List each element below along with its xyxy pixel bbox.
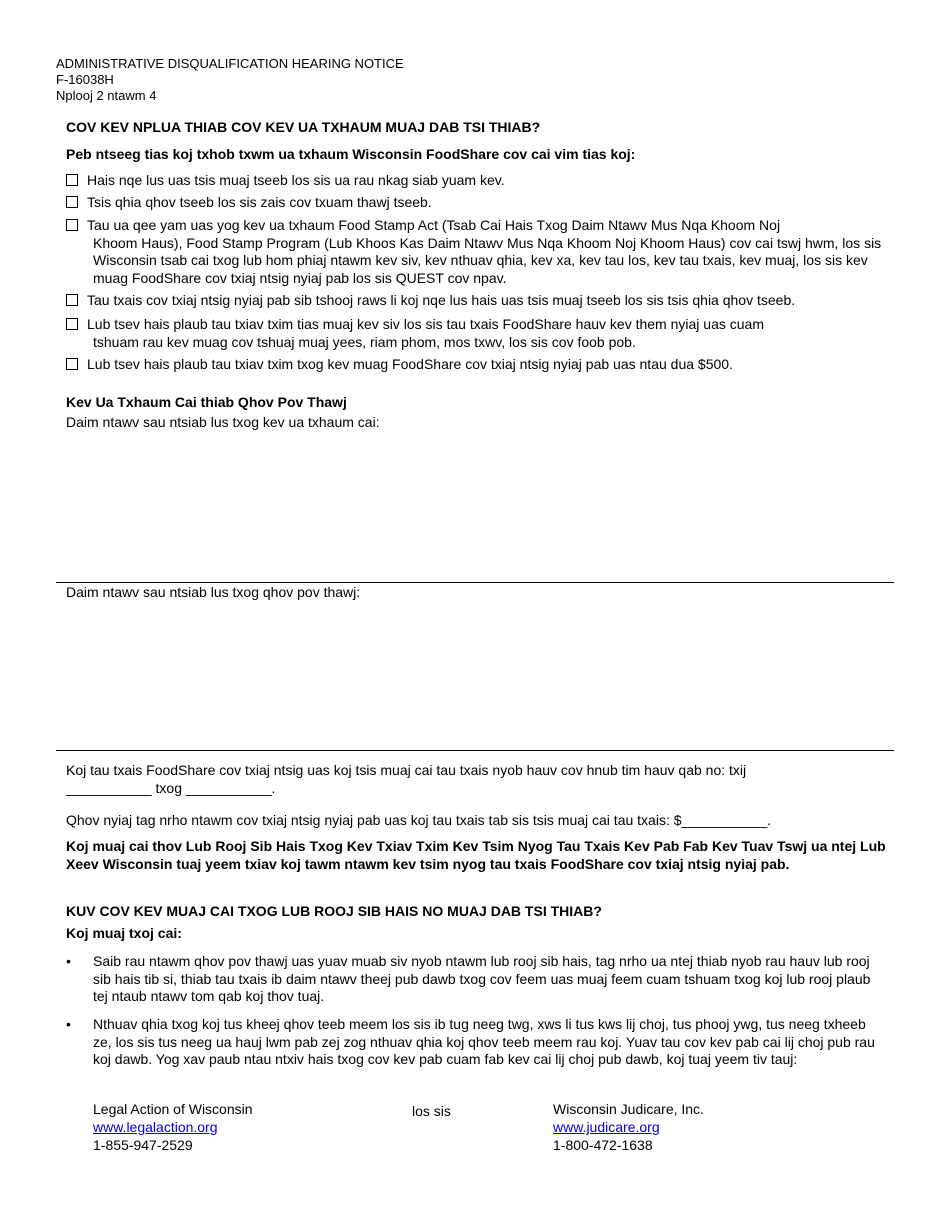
- page-number: Nplooj 2 ntawm 4: [56, 88, 157, 103]
- benefit-period-line1: Koj tau txais FoodShare cov txiaj ntsig uas koj tsis muaj cai tau txais nyob hauv cov hnub tim hauv qab no: txij: [66, 762, 747, 778]
- violation-option: [66, 356, 886, 374]
- checkbox[interactable]: [66, 196, 78, 208]
- checkbox[interactable]: [66, 358, 78, 370]
- penalties-subheading: Peb ntseeg tias koj txhob txwm ua txhaum Wisconsin FoodShare cov cai vim tias koj:: [66, 146, 636, 162]
- option-text: Tau txais cov txiaj ntsig nyiaj pab sib tshooj raws li koj nqe lus hais uas tsis muaj tseeb los sis tsis qhia qhov tseeb.: [87, 292, 796, 308]
- form-title: ADMINISTRATIVE DISQUALIFICATION HEARING NOTICE: [56, 56, 404, 71]
- option-text: Tsis qhia qhov tseeb los sis zais cov txuam thawj tseeb.: [87, 194, 432, 210]
- benefit-period-line2: ___________ txog ___________.: [66, 779, 276, 796]
- option-text: Lub tsev hais plaub tau txiav txim tias muaj kev siv los sis tau txais FoodShare hauv kev them nyiaj uas cuam: [87, 316, 764, 332]
- form-header: [56, 56, 404, 104]
- contact-link[interactable]: www.judicare.org: [553, 1119, 660, 1135]
- checkbox[interactable]: [66, 174, 78, 186]
- option-text: Lub tsev hais plaub tau txiav txim txog kev muag FoodShare cov txiaj ntsig nyiaj pab uas ntau dua $500.: [87, 356, 733, 372]
- form-id: F-16038H: [56, 72, 114, 87]
- bullet-icon: •: [66, 953, 71, 969]
- checkbox[interactable]: [66, 318, 78, 330]
- contact-link[interactable]: www.legalaction.org: [93, 1119, 218, 1135]
- contact-phone: 1-855-947-2529: [93, 1137, 193, 1153]
- violation-option: [66, 194, 886, 212]
- option-text-continued: tshuam rau kev muag cov tshuaj muaj yees, riam phom, mos txwv, los sis cov foob pob.: [93, 333, 636, 350]
- rights-item: Nthuav qhia txog koj tus kheej qhov teeb meem los sis ib tug neeg twg, xws li tus kws lij choj, tus phooj ywg, tus neeg txheeb ze, los sis tus neeg ua hauj lwm pab zej zog nthuav qhia koj qhov teeb meem rau koj. Yuav tau cov kev pab cai lij choj pub rau koj dawb. Yog xav paub ntau ntxiv hais txog cov kev pab cuam fab kev cai lij choj pub dawb, koj tuaj yeem tiv tauj:: [93, 1016, 875, 1067]
- violation-option: [66, 217, 886, 287]
- overpayment-amount: Qhov nyiaj tag nrho ntawm cov txiaj ntsig nyiaj pab uas koj tau txais tab sis tsis muaj cai tau txais: $___________.: [66, 812, 772, 828]
- option-text-continued: Khoom Haus), Food Stamp Program (Lub Khoos Kas Daim Ntawv Mus Nqa Khoom Noj Khoom Haus) cov cai tswj hwm, los sis Wisconsin tsab cai txog lub hom phiaj ntawm kev siv, kev nthuav qhia, kev xa, kev tau los, kev tau txais, kev muaj, los sis kev muag FoodShare cov txiaj ntsig nyiaj pab los sis QUEST cov npav.: [93, 234, 882, 286]
- checkbox[interactable]: [66, 219, 78, 231]
- violation-option: [66, 172, 886, 190]
- violation-option: [66, 316, 886, 351]
- contact-name: Legal Action of Wisconsin: [93, 1101, 253, 1117]
- checkbox[interactable]: [66, 294, 78, 306]
- contact-name: Wisconsin Judicare, Inc.: [553, 1101, 704, 1117]
- violation-description-label: Daim ntawv sau ntsiab lus txog kev ua txhaum cai:: [66, 414, 380, 430]
- option-text: Hais nqe lus uas tsis muaj tseeb los sis ua rau nkag siab yuam kev.: [87, 172, 505, 188]
- penalties-heading: COV KEV NPLUA THIAB COV KEV UA TXHAUM MUAJ DAB TSI THIAB?: [66, 119, 541, 135]
- contact-legal-action: [93, 1100, 253, 1154]
- bullet-icon: •: [66, 1016, 71, 1032]
- divider: [56, 582, 894, 583]
- divider: [56, 750, 894, 751]
- rights-subheading: Koj muaj txoj cai:: [66, 925, 182, 941]
- violation-evidence-heading: Kev Ua Txhaum Cai thiab Qhov Pov Thawj: [66, 394, 347, 410]
- or-separator: los sis: [412, 1103, 451, 1119]
- option-text: Tau ua qee yam uas yog kev ua txhaum Food Stamp Act (Tsab Cai Hais Txog Daim Ntawv Mus Nqa Khoom Noj: [87, 217, 781, 233]
- evidence-description-label: Daim ntawv sau ntsiab lus txog qhov pov thawj:: [66, 584, 361, 600]
- violation-option: [66, 292, 886, 310]
- benefit-period: [66, 762, 886, 797]
- contact-phone: 1-800-472-1638: [553, 1137, 653, 1153]
- rights-heading: KUV COV KEV MUAJ CAI TXOG LUB ROOJ SIB HAIS NO MUAJ DAB TSI THIAB?: [66, 903, 602, 919]
- contact-judicare: [553, 1100, 704, 1154]
- court-note: Koj muaj cai thov Lub Rooj Sib Hais Txog Kev Txiav Txim Kev Tsim Nyog Tau Txais Kev Pab Fab Kev Tuav Tswj ua ntej Lub Xeev Wisconsin tuaj yeem txiav koj tawm ntawm kev tsim nyog tau txais FoodShare cov txiaj ntsig nyiaj pab.: [66, 838, 886, 872]
- rights-item: Saib rau ntawm qhov pov thawj uas yuav muab siv nyob ntawm lub rooj sib hais, tag nrho ua ntej thiab nyob rau hauv lub rooj sib hais tib si, thiab tau txais ib daim ntawv theej pub dawb txog cov feem uas muaj feem cuam tshuam txog koj lub rooj plaub tej ntaub ntawv tom qab koj thov tuaj.: [93, 953, 871, 1004]
